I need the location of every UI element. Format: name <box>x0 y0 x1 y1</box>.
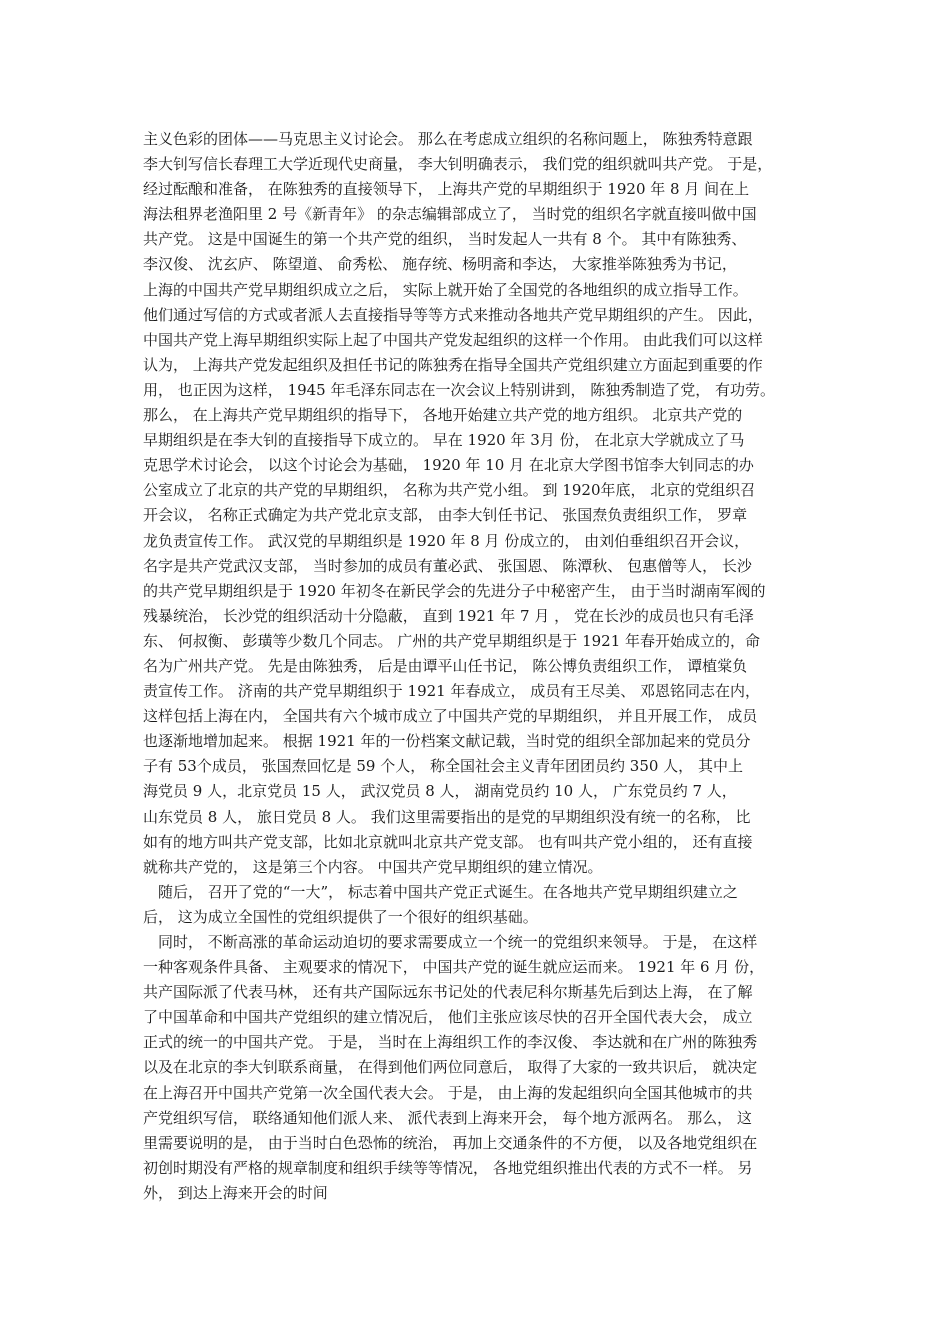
text-line: 外， 到达上海来开会的时间 <box>143 1183 328 1202</box>
text-line: 克思学术讨论会， 以这个讨论会为基础， 1920 年 10 月 在北京大学图书馆李大钊同志的办 <box>143 456 754 475</box>
text-line: 就称共产党的， 这是第三个内容。 中国共产党早期组织的建立情况。 <box>143 857 603 876</box>
text-line: 龙负责宣传工作。 武汉党的早期组织是 1920 年 8 月 份成立的， 由刘伯垂组织召开会议， <box>143 531 750 550</box>
text-line: 山东党员 8 人， 旅日党员 8 人。 我们这里需要指出的是党的早期组织没有统一的名称， 比 <box>143 807 751 826</box>
text-line: 随后， 召开了党的“一大”， 标志着中国共产党正式诞生。在各地共产党早期组织建立之 <box>143 882 738 901</box>
text-line: 认为， 上海共产党发起组织及担任书记的陈独秀在指导全国共产党组织建立方面起到重要的作 <box>143 355 763 374</box>
body-text <box>143 127 823 1206</box>
text-line: 李大钊写信长春理工大学近现代史商量， 李大钊明确表示， 我们党的组织就叫共产党。 于是， <box>143 155 773 174</box>
text-line: 后， 这为成立全国性的党组织提供了一个很好的组织基础。 <box>143 907 538 926</box>
text-line: 产党组织写信， 联络通知他们派人来、 派代表到上海来开会， 每个地方派两名。 那么， 这 <box>143 1108 752 1127</box>
text-line: 共产党。 这是中国诞生的第一个共产党的组织， 当时发起人一共有 8 个。 其中有陈独秀、 <box>143 230 747 249</box>
text-line: 如有的地方叫共产党支部，比如北京就叫北京共产党支部。 也有叫共产党小组的， 还有直接 <box>143 832 753 851</box>
text-line: 初创时期没有严格的规章制度和组织手续等等情况， 各地党组织推出代表的方式不一样。 另 <box>143 1158 753 1177</box>
text-line: 里需要说明的是， 由于当时白色恐怖的统治， 再加上交通条件的不方便， 以及各地党组织在 <box>143 1133 758 1152</box>
text-line: 共产国际派了代表马林， 还有共产国际远东书记处的代表尼科尔斯基先后到达上海， 在了解 <box>143 983 753 1002</box>
text-line: 这样包括上海在内， 全国共有六个城市成立了中国共产党的早期组织， 并且开展工作， 成员 <box>143 707 758 726</box>
text-line: 名字是共产党武汉支部， 当时参加的成员有董必武、 张国恩、 陈潭秋、 包惠僧等人， 长沙 <box>143 556 752 575</box>
text-line: 李汉俊、 沈玄庐、 陈望道、 俞秀松、 施存统、杨明斋和李达， 大家推举陈独秀为书记， <box>143 255 737 274</box>
text-line: 经过酝酿和准备， 在陈独秀的直接领导下， 上海共产党的早期组织于 1920 年 8 月 间在上 <box>143 180 750 199</box>
text-line: 残暴统治， 长沙党的组织活动十分隐蔽， 直到 1921 年 7 月 ， 党在长沙的成员也只有毛泽 <box>143 606 754 625</box>
text-line: 的共产党早期组织是于 1920 年初冬在新民学会的先进分子中秘密产生， 由于当时湖南军阀的 <box>143 581 766 600</box>
text-line: 也逐渐地增加起来。 根据 1921 年的一份档案文献记载，当时党的组织全部加起来的党员分 <box>143 732 751 751</box>
text-line: 在上海召开中国共产党第一次全国代表大会。 于是， 由上海的发起组织向全国其他城市的共 <box>143 1083 753 1102</box>
text-line: 用， 也正因为这样， 1945 年毛泽东同志在一次会议上特别讲到， 陈独秀制造了党， 有功劳。 <box>143 380 776 399</box>
text-line: 正式的统一的中国共产党。 于是， 当时在上海组织工作的李汉俊、 李达就和在广州的陈独秀 <box>143 1033 758 1052</box>
text-line: 海党员 9 人，北京党员 15 人， 武汉党员 8 人， 湖南党员约 10 人， 广东党员约 7 人， <box>143 782 737 801</box>
text-line: 名为广州共产党。 先是由陈独秀， 后是由谭平山任书记， 陈公博负责组织工作， 谭植棠负 <box>143 656 748 675</box>
text-line: 以及在北京的李大钊联系商量， 在得到他们两位同意后， 取得了大家的一致共识后， 就决定 <box>143 1058 758 1077</box>
text-line: 责宣传工作。 济南的共产党早期组织于 1921 年春成立， 成员有王尽美、 邓恩铭同志在内， <box>143 682 761 701</box>
text-line: 主义色彩的团体——马克思主义讨论会。 那么在考虑成立组织的名称问题上， 陈独秀特意跟 <box>143 130 753 148</box>
text-line: 中国共产党上海早期组织实际上起了中国共产党发起组织的这样一个作用。 由此我们可以这样 <box>143 330 763 349</box>
text-line: 早期组织是在李大钊的直接指导下成立的。 早在 1920 年 3月 份， 在北京大学就成立了马 <box>143 431 745 450</box>
text-line: 那么， 在上海共产党早期组织的指导下， 各地开始建立共产党的地方组织。 北京共产党的 <box>143 406 743 425</box>
text-line: 上海的中国共产党早期组织成立之后， 实际上就开始了全国党的各地组织的成立指导工作。 <box>143 280 748 299</box>
text-line: 子有 53个成员， 张国焘回忆是 59 个人， 称全国社会主义青年团团员约 350 人， 其中上 <box>143 757 743 776</box>
text-line: 海法租界老渔阳里 2 号《新青年》 的杂志编辑部成立了， 当时党的组织名字就直接叫做中国 <box>143 205 757 224</box>
text-line: 开会议， 名称正式确定为共产党北京支部， 由李大钊任书记、 张国焘负责组织工作， 罗章 <box>143 506 748 525</box>
text-line: 同时， 不断高涨的革命运动迫切的要求需要成立一个统一的党组织来领导。 于是， 在这样 <box>143 933 758 951</box>
text-line: 他们通过写信的方式或者派人去直接指导等等方式来推动各地共产党早期组织的产生。 因此， <box>143 305 763 324</box>
text-line: 了中国革命和中国共产党组织的建立情况后， 他们主张应该尽快的召开全国代表大会， 成立 <box>143 1008 753 1027</box>
text-line: 一种客观条件具备、 主观要求的情况下， 中国共产党的诞生就应运而来。 1921 年 6 月 份， <box>143 958 765 977</box>
text-line: 公室成立了北京的共产党的早期组织， 名称为共产党小组。 到 1920年底， 北京的党组织召 <box>143 481 756 500</box>
text-line: 东、 何叔衡、 彭璜等少数几个同志。 广州的共产党早期组织是于 1921 年春开始成立的，命 <box>143 631 761 650</box>
